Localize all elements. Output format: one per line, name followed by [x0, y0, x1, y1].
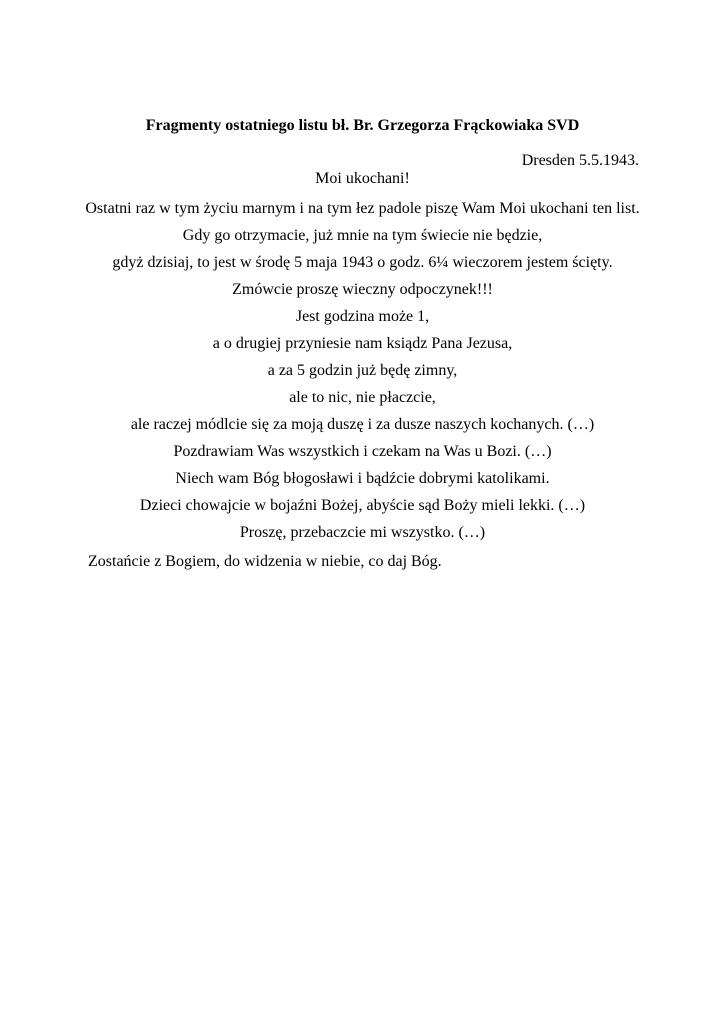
letter-line: gdyż dzisiaj, to jest w środę 5 maja 1943 o godz. 6¼ wieczorem jestem ścięty.: [112, 254, 613, 271]
letter-date: Dresden 5.5.1943.: [521, 152, 639, 169]
letter-line: Niech wam Bóg błogosławi i bądźcie dobrymi katolikami.: [175, 470, 550, 487]
letter-line: Jest godzina może 1,: [295, 308, 430, 325]
letter-line: Zmówcie proszę wieczny odpoczynek!!!: [232, 281, 493, 298]
document-title: Fragmenty ostatniego listu bł. Br. Grzegorza Frąckowiaka SVD: [145, 117, 580, 134]
letter-line: Pozdrawiam Was wszystkich i czekam na Was u Bozi. (…): [173, 443, 552, 460]
letter-line: a o drugiej przyniesie nam ksiądz Pana Jezusa,: [212, 335, 513, 352]
letter-line: Ostatni raz w tym życiu marnym i na tym łez padole piszę Wam Moi ukochani ten list.: [85, 200, 640, 217]
letter-line: a za 5 godzin już będę zimny,: [267, 362, 458, 379]
letter-line: Dzieci chowajcie w bojaźni Bożej, abyście sąd Boży mieli lekki. (…): [139, 497, 586, 514]
letter-line: Proszę, przebaczcie mi wszystko. (…): [239, 524, 486, 541]
letter-line: Gdy go otrzymacie, już mnie na tym świecie nie będzie,: [182, 227, 543, 244]
letter-line: ale raczej módlcie się za moją duszę i za dusze naszych kochanych. (…): [130, 416, 595, 433]
letter-line: ale to nic, nie płaczcie,: [289, 389, 436, 406]
letter-greeting: Moi ukochani!: [315, 170, 410, 187]
letter-closing: Zostańcie z Bogiem, do widzenia w niebie, co daj Bóg.: [88, 553, 442, 570]
